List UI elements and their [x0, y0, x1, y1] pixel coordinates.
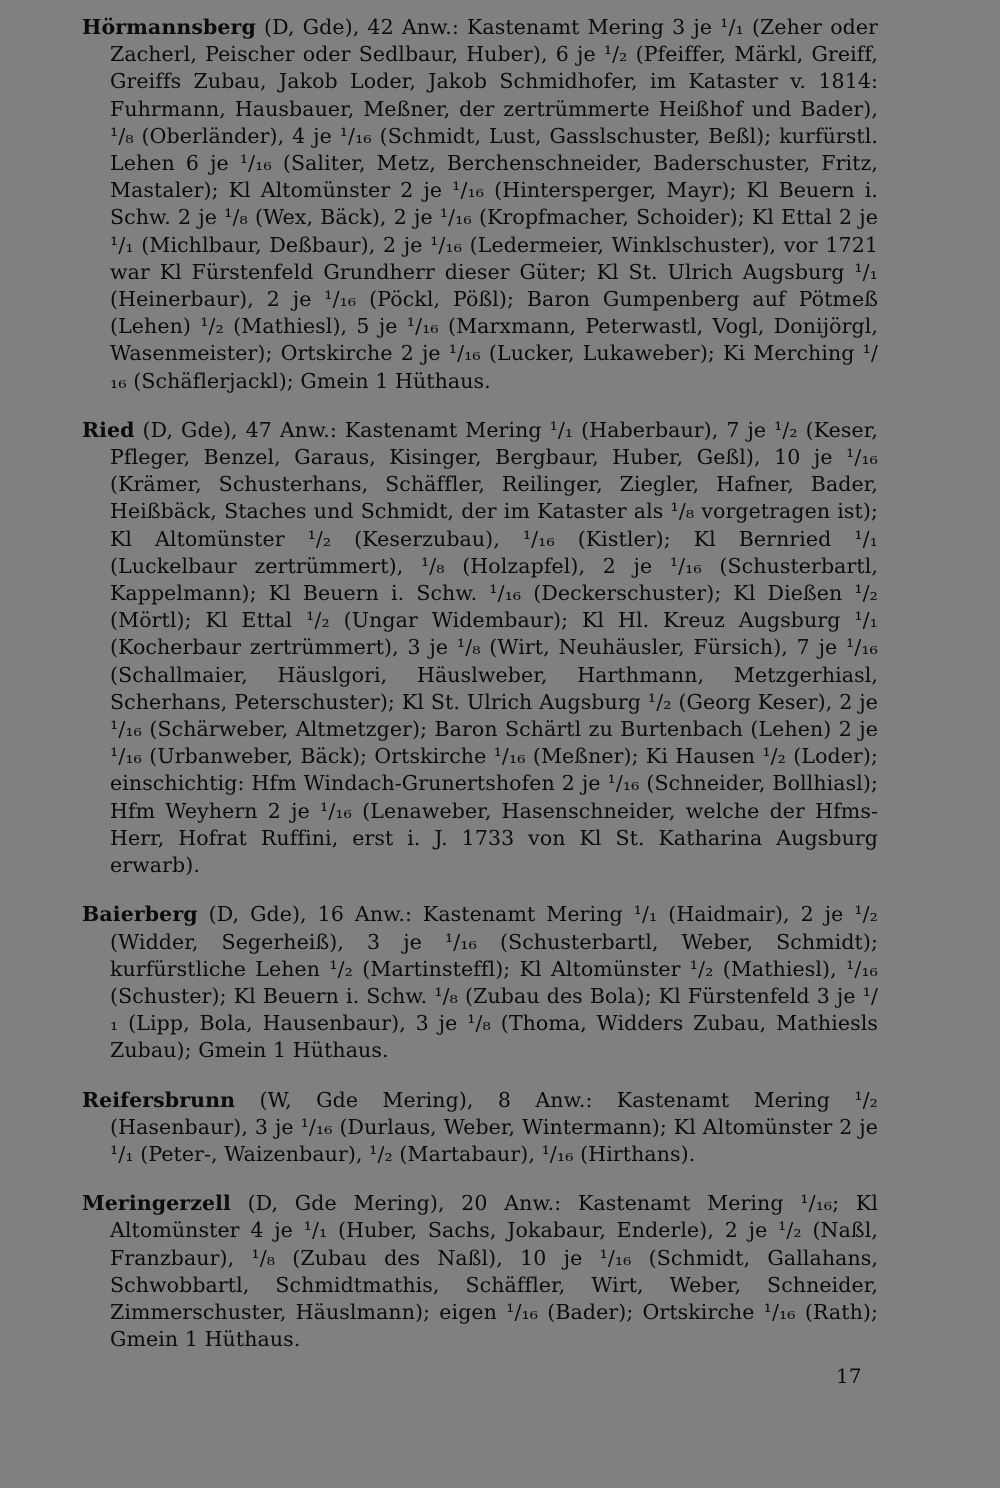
entry-ried: [82, 417, 878, 879]
entry-text: (D, Gde), 16 Anw.: Kastenamt Mering ¹/₁ (Haidmair), 2 je ¹/₂ (Widder, Segerheiß), 3 je ¹/₁₆ (Schusterbartl, Weber, Schmidt); kurfürstliche Lehen ¹/₂ (Martinsteffl); Kl Altomünster ¹/₂ (Mathiesl), ¹/₁₆ (Schuster); Kl Beuern i. Schw. ¹/₈ (Zubau des Bola); Kl Fürstenfeld 3 je ¹/₁ (Lipp, Bola, Hausenbaur), 3 je ¹/₈ (Thoma, Widders Zubau, Mathiesls Zubau); Gmein 1 Hüthaus.: [110, 902, 878, 1063]
page-number: 17: [836, 1364, 862, 1388]
entry-text: (D, Gde), 42 Anw.: Kastenamt Mering 3 je ¹/₁ (Zeher oder Zacherl, Peischer oder Sedlbaur, Huber), 6 je ¹/₂ (Pfeiffer, Märkl, Greiff, Greiffs Zubau, Jakob Loder, Jakob Schmidhofer, im Kataster v. 1814: Fuhrmann, Hausbauer, Meßner, der zertrümmerte Heißhof und Bader), ¹/₈ (Oberländer), 4 je ¹/₁₆ (Schmidt, Lust, Gasslschuster, Beßl); kurfürstl. Lehen 6 je ¹/₁₆ (Saliter, Metz, Berchenschneider, Baderschuster, Fritz, Mastaler); Kl Altomünster 2 je ¹/₁₆ (Hintersperger, Mayr); Kl Beuern i. Schw. 2 je ¹/₈ (Wex, Bäck), 2 je ¹/₁₆ (Kropfmacher, Schoider); Kl Ettal 2 je ¹/₁ (Michlbaur, Deßbaur), 2 je ¹/₁₆ (Ledermeier, Winklschuster), vor 1721 war Kl Fürstenfeld Grundherr dieser Güter; Kl St. Ulrich Augsburg ¹/₁ (Heinerbaur), 2 je ¹/₁₆ (Pöckl, Pößl); Baron Gumpenberg auf Pötmeß (Lehen) ¹/₂ (Mathiesl), 5 je ¹/₁₆ (Marxmann, Peterwastl, Vogl, Donijörgl, Wasenmeister); Ortskirche 2 je ¹/₁₆ (Lucker, Lukaweber); Ki Merching ¹/₁₆ (Schäflerjackl); Gmein 1 Hüthaus.: [110, 15, 878, 393]
place-name: Hörmannsberg: [82, 15, 256, 39]
entry-baierberg: [82, 901, 878, 1064]
entry-meringerzell: [82, 1190, 878, 1353]
page-body: [82, 14, 878, 1375]
entry-text: (W, Gde Mering), 8 Anw.: Kastenamt Mering ¹/₂ (Hasenbaur), 3 je ¹/₁₆ (Durlaus, Weber, Wintermann); Kl Altomünster 2 je ¹/₁ (Peter-, Waizenbaur), ¹/₂ (Martabaur), ¹/₁₆ (Hirthans).: [110, 1087, 878, 1166]
entry-reifersbrunn: [82, 1087, 878, 1169]
entry-hoermannsberg: [82, 14, 878, 395]
place-name: Meringerzell: [82, 1191, 231, 1216]
place-name: Reifersbrunn: [82, 1087, 236, 1112]
entry-text: (D, Gde Mering), 20 Anw.: Kastenamt Mering ¹/₁₆; Kl Altomünster 4 je ¹/₁ (Huber, Sachs, Jokabaur, Enderle), 2 je ¹/₂ (Naßl, Franzbaur), ¹/₈ (Zubau des Naßl), 10 je ¹/₁₆ (Schmidt, Gallahans, Schwobbartl, Schmidtmathis, Schäffler, Wirt, Weber, Schneider, Zimmerschuster, Häuslmann); eigen ¹/₁₆ (Bader); Ortskirche ¹/₁₆ (Rath); Gmein 1 Hüthaus.: [110, 1191, 878, 1352]
place-name: Baierberg: [82, 902, 198, 927]
entry-text: (D, Gde), 47 Anw.: Kastenamt Mering ¹/₁ (Haberbaur), 7 je ¹/₂ (Keser, Pfleger, Benzel, Garaus, Kisinger, Bergbaur, Huber, Geßl), 10 je ¹/₁₆ (Krämer, Schusterhans, Schäffler, Reilinger, Ziegler, Hafner, Bader, Heißbäck, Staches und Schmidt, der im Kataster als ¹/₈ vorgetragen ist); Kl Altomünster ¹/₂ (Keserzubau), ¹/₁₆ (Kistler); Kl Bernried ¹/₁ (Luckelbaur zertrümmert), ¹/₈ (Holzapfel), 2 je ¹/₁₆ (Schusterbartl, Kappelmann); Kl Beuern i. Schw. ¹/₁₆ (Deckerschuster); Kl Dießen ¹/₂ (Mörtl); Kl Ettal ¹/₂ (Ungar Widembaur); Kl Hl. Kreuz Augsburg ¹/₁ (Kocherbaur zertrümmert), 3 je ¹/₈ (Wirt, Neuhäusler, Fürsich), 7 je ¹/₁₆ (Schallmaier, Häuslgori, Häuslweber, Harthmann, Metzgerhiasl, Scherhans, Peterschuster); Kl St. Ulrich Augsburg ¹/₂ (Georg Keser), 2 je ¹/₁₆ (Schärweber, Altmetzger); Baron Schärtl zu Burtenbach (Lehen) 2 je ¹/₁₆ (Urbanweber, Bäck); Ortskirche ¹/₁₆ (Meßner); Ki Hausen ¹/₂ (Loder); einschichtig: Hfm Windach-Grunertshofen 2 je ¹/₁₆ (Schneider, Bollhiasl); Hfm Weyhern 2 je ¹/₁₆ (Lenaweber, Hasenschneider, welche der Hfms-Herr, Hofrat Ruffini, erst i. J. 1733 von Kl St. Katharina Augsburg erwarb).: [110, 417, 878, 878]
place-name: Ried: [82, 417, 135, 442]
